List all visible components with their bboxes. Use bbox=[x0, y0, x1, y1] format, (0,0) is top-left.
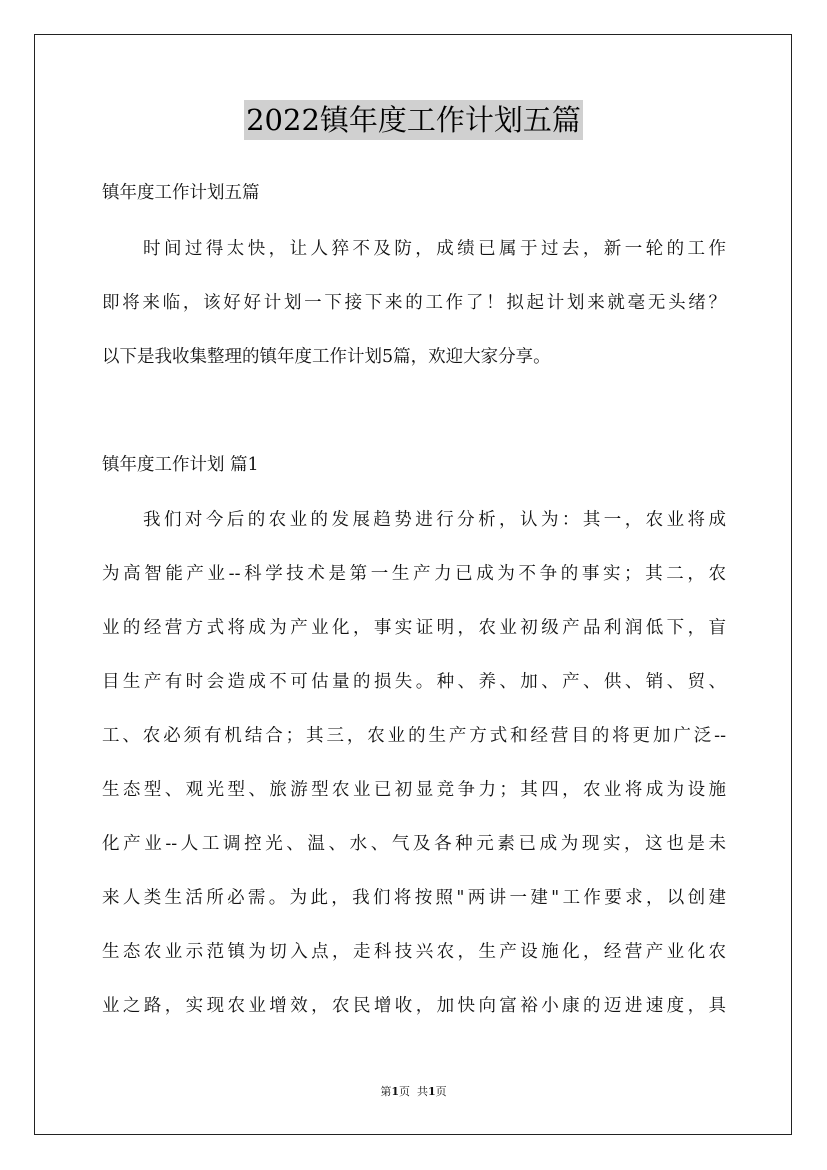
footer-page-suffix: 页 bbox=[399, 1085, 410, 1098]
document-title: 2022镇年度工作计划五篇 bbox=[244, 100, 583, 140]
body-line: 生态型、观光型、旅游型农业已初显竞争力；其四，农业将成为设施 bbox=[102, 780, 726, 800]
footer-page-prefix: 第 bbox=[380, 1085, 392, 1098]
intro-line: 时间过得太快，让人猝不及防，成绩已属于过去，新一轮的工作 bbox=[143, 239, 726, 259]
body-line: 业之路，实现农业增效，农民增收，加快向富裕小康的迈进速度，具 bbox=[102, 996, 726, 1016]
body-line: 来人类生活所必需。为此，我们将按照"两讲一建"工作要求，以创建 bbox=[102, 888, 726, 908]
section-heading: 镇年度工作计划 篇1 bbox=[102, 455, 259, 475]
body-line: 为高智能产业--科学技术是第一生产力已成为不争的事实；其二，农 bbox=[102, 564, 726, 584]
body-line: 我们对今后的农业的发展趋势进行分析，认为：其一，农业将成 bbox=[143, 510, 726, 530]
intro-line: 即将来临，该好好计划一下接下来的工作了！拟起计划来就毫无头绪？ bbox=[102, 293, 726, 313]
body-line: 目生产有时会造成不可估量的损失。种、养、加、产、供、销、贸、 bbox=[102, 672, 726, 692]
body-line: 业的经营方式将成为产业化，事实证明，农业初级产品利润低下，盲 bbox=[102, 618, 726, 638]
body-line: 化产业--人工调控光、温、水、气及各种元素已成为现实，这也是未 bbox=[102, 834, 726, 854]
intro-line: 以下是我收集整理的镇年度工作计划5篇，欢迎大家分享。 bbox=[102, 347, 551, 367]
document-subtitle: 镇年度工作计划五篇 bbox=[102, 183, 260, 203]
footer-total-prefix: 共 bbox=[417, 1085, 428, 1098]
page-footer bbox=[0, 1084, 827, 1100]
body-line: 生态农业示范镇为切入点，走科技兴农，生产设施化，经营产业化农 bbox=[102, 942, 726, 962]
title-container bbox=[0, 100, 827, 140]
footer-page-number: 1 bbox=[391, 1085, 399, 1098]
footer-total-number: 1 bbox=[428, 1085, 436, 1098]
footer-total-suffix: 页 bbox=[435, 1085, 447, 1098]
body-line: 工、农必须有机结合；其三，农业的生产方式和经营目的将更加广泛-- bbox=[102, 726, 726, 746]
